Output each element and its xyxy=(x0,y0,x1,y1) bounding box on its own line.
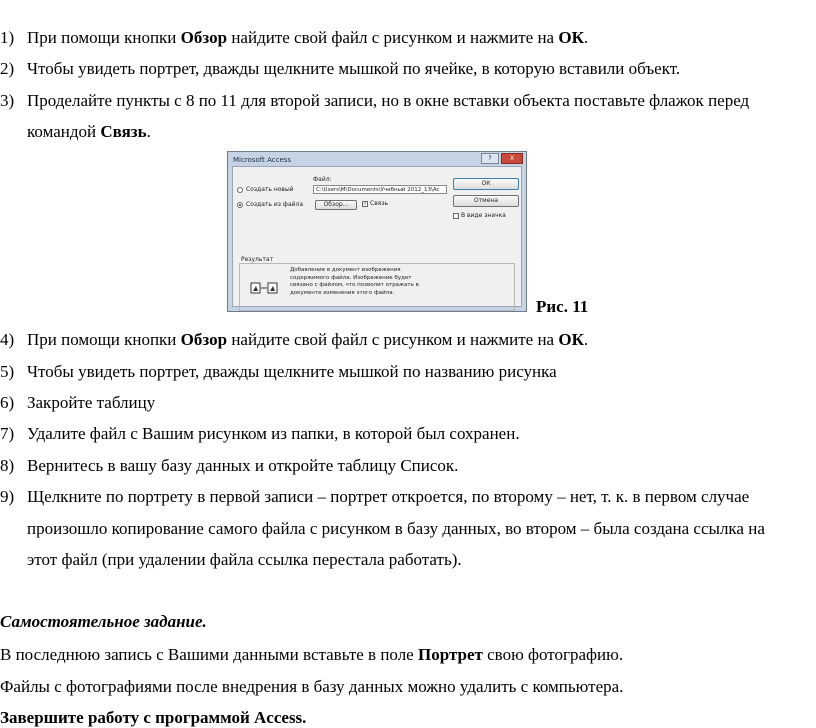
step-number: 8) xyxy=(0,456,15,475)
step-line xyxy=(0,424,520,444)
text-run: найдите свой файл с рисунком и нажмите на xyxy=(227,330,559,349)
link-checkbox[interactable] xyxy=(362,200,388,207)
text-run: Чтобы увидеть портрет, дважды щелкните мышкой по названию рисунка xyxy=(27,362,557,381)
step-line xyxy=(0,330,588,350)
task-line xyxy=(0,645,623,665)
dialog-window-controls xyxy=(481,153,523,164)
bold-text: Портрет xyxy=(417,645,483,664)
radio-on-icon xyxy=(237,202,243,208)
result-text-line: связано с файлом, что позволит отражать в xyxy=(290,282,419,288)
text-run: Удалите файл с Вашим рисунком из папки, в которой был сохранен. xyxy=(27,424,520,443)
display-as-icon-label: В виде значка xyxy=(461,212,506,219)
file-label: Файл: xyxy=(313,176,332,183)
text-run: Щелкните по портрету в первой записи – портрет откроется, по второму – нет, т. к. в первом случае xyxy=(27,487,750,506)
checkbox-empty-icon xyxy=(453,213,459,219)
radio-off-icon xyxy=(237,187,243,193)
step-line xyxy=(0,519,765,539)
dialog-body xyxy=(232,166,522,307)
text-run: командой xyxy=(27,122,101,141)
text-run: При помощи кнопки xyxy=(27,330,181,349)
result-description xyxy=(290,267,419,297)
insert-object-dialog xyxy=(227,151,527,312)
step-number: 2) xyxy=(0,59,15,78)
task-line xyxy=(0,708,306,728)
step-number: 4) xyxy=(0,330,15,349)
dialog-title: Microsoft Access xyxy=(233,156,292,164)
bold-text: Обзор xyxy=(180,28,228,47)
result-label: Результат xyxy=(241,256,274,263)
text-run: В последнюю запись с Вашими данными вставьте в поле xyxy=(0,645,418,664)
cancel-button[interactable]: Отмена xyxy=(453,195,519,207)
step-line xyxy=(0,456,458,476)
ok-button[interactable]: ОК xyxy=(453,178,519,190)
step-line xyxy=(0,28,588,48)
result-text-line: Добавление в документ изображения xyxy=(290,267,401,273)
bold-text: ОК xyxy=(558,28,584,47)
step-line xyxy=(0,59,680,79)
result-text-line: содержимого файла. Изображение будет xyxy=(290,274,412,281)
text-run: Чтобы увидеть портрет, дважды щелкните мышкой по ячейке, в которую вставили объект. xyxy=(27,59,681,78)
text-run: свою фотографию. xyxy=(482,645,624,664)
result-text-line: документе изменения этого файла. xyxy=(290,289,395,296)
linked-object-icon xyxy=(250,281,280,295)
text-run: . xyxy=(583,330,589,349)
task-line xyxy=(0,677,623,697)
help-button[interactable]: ? xyxy=(481,153,499,164)
text-run: Закройте таблицу xyxy=(27,393,156,412)
step-number: 6) xyxy=(0,393,15,412)
text-run: Вернитесь в вашу базу данных и откройте таблицу Список. xyxy=(27,456,459,475)
step-line xyxy=(0,362,557,382)
bold-text: Обзор xyxy=(180,330,228,349)
radio-create-from-file-label: Создать из файла xyxy=(246,201,304,208)
step-number: 1) xyxy=(0,28,15,47)
bold-text: Завершите работу с программой Access. xyxy=(0,708,307,727)
checkmark-icon: ✓ xyxy=(363,200,368,207)
display-as-icon-checkbox[interactable] xyxy=(453,212,506,219)
step-number: 5) xyxy=(0,362,15,381)
text-run: найдите свой файл с рисунком и нажмите на xyxy=(227,28,559,47)
step-line xyxy=(0,122,151,142)
task-heading: Самостоятельное задание. xyxy=(0,612,207,631)
browse-button[interactable]: Обзор... xyxy=(315,200,357,210)
bold-text: ОК xyxy=(558,330,584,349)
link-checkbox-label: Связь xyxy=(370,200,389,207)
result-group xyxy=(239,263,515,311)
text-run: При помощи кнопки xyxy=(27,28,181,47)
text-run: Проделайте пункты с 8 по 11 для второй записи, но в окне вставки объекта поставьте флажок перед xyxy=(27,91,750,110)
radio-create-new-label: Создать новый xyxy=(246,186,294,193)
step-number: 3) xyxy=(0,91,15,110)
text-run: произошло копирование самого файла с рисунком в базу данных, во втором – была создана ссылка на xyxy=(27,519,765,538)
radio-create-new[interactable] xyxy=(237,186,294,193)
file-path-input[interactable]: C:\Users\M\Documents\Учебный 2012_13\Ac xyxy=(313,185,447,194)
figure-caption: Рис. 11 xyxy=(536,297,589,316)
text-run: этот файл (при удалении файла ссылка перестала работать). xyxy=(27,550,462,569)
step-number: 9) xyxy=(0,487,15,506)
close-button[interactable]: X xyxy=(501,153,523,164)
step-line xyxy=(0,487,749,507)
radio-create-from-file[interactable] xyxy=(237,201,303,208)
step-number: 7) xyxy=(0,424,15,443)
step-line xyxy=(0,393,155,413)
step-line xyxy=(0,550,462,570)
bold-text: Связь xyxy=(100,122,147,141)
step-line xyxy=(0,91,749,111)
text-run: . xyxy=(583,28,589,47)
text-run: Файлы с фотографиями после внедрения в базу данных можно удалить с компьютера. xyxy=(0,677,624,696)
text-run: . xyxy=(146,122,151,141)
